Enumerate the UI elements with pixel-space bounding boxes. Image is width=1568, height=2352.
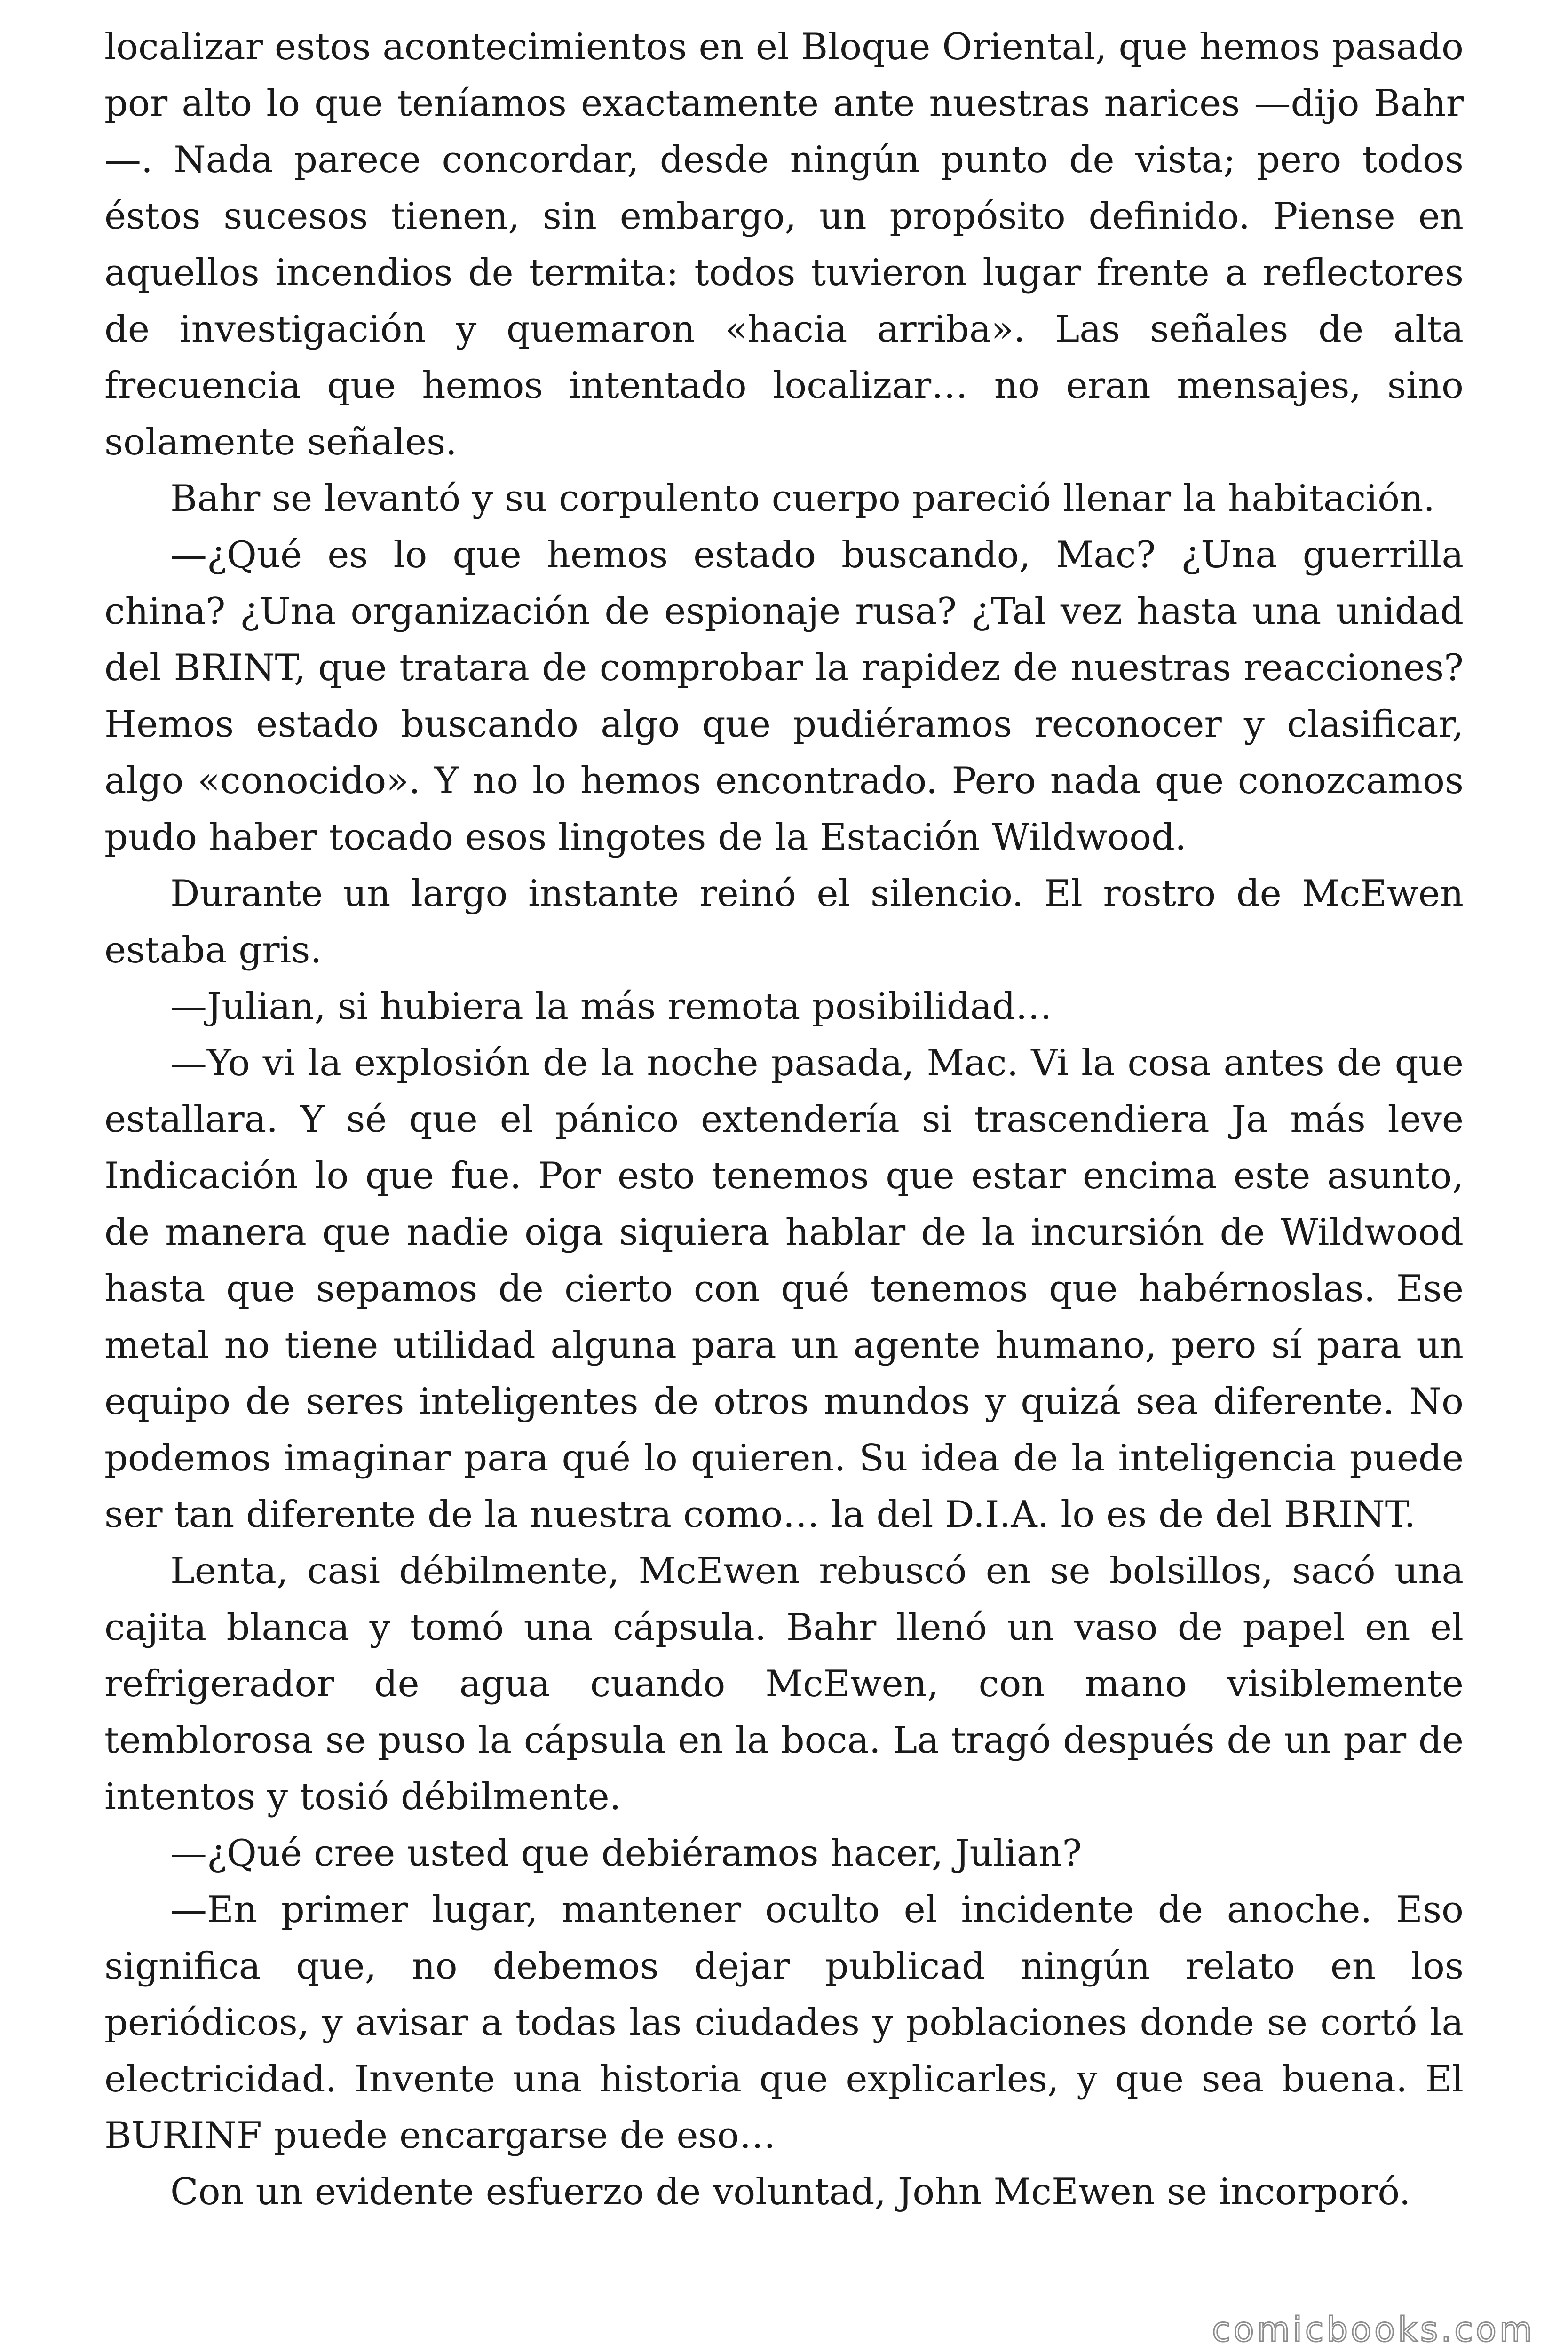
paragraph-10: Con un evidente esfuerzo de voluntad, John McEwen se incorporó.: [170, 2171, 1411, 2213]
paragraph-6: —Yo vi la explosión de la noche pasada, Mac. Vi la cosa antes de que estallara. Y sé que el pánico extendería si trascendiera Ja más leve Indicación lo que fue. Por esto tenemos que estar encima este asunto, de manera que nadie oiga siquiera hablar de la incursión de Wildwood hasta que sepamos de cierto con qué tenemos que habérnoslas. Ese metal no tiene utilidad alguna para un agente humano, pero sí para un equipo de seres inteligentes de otros mundos y quizá sea diferente. No podemos imaginar para qué lo quieren. Su idea de la inteligencia puede ser tan diferente de la nuestra como… la del D.I.A. lo es de del BRINT.: [104, 1042, 1464, 1536]
paragraph-9: —En primer lugar, mantener oculto el incidente de anoche. Eso significa que, no debemos dejar publicad ningún relato en los periódicos, y avisar a todas las ciudades y poblaciones donde se cortó la electricidad. Invente una historia que explicarles, y que sea buena. El BURINF puede encargarse de eso…: [104, 1889, 1464, 2157]
paragraph-1: localizar estos acontecimientos en el Bloque Oriental, que hemos pasado por alto lo que teníamos exactamente ante nuestras narices —dijo Bahr—. Nada parece concordar, desde ningún punto de vista; pero todos éstos sucesos tienen, sin embargo, un propósito definido. Piense en aquellos incendios de termita: todos tuvieron lugar frente a reflectores de investigación y quemaron «hacia arriba». Las señales de alta frecuencia que hemos intentado localizar… no eran mensajes, sino solamente señales.: [104, 26, 1464, 463]
paragraph-4: Durante un largo instante reinó el silencio. El rostro de McEwen estaba gris.: [104, 873, 1464, 971]
paragraph-8: —¿Qué cree usted que debiéramos hacer, Julian?: [170, 1832, 1082, 1875]
body-text: [104, 19, 1464, 2220]
paragraph-3: —¿Qué es lo que hemos estado buscando, Mac? ¿Una guerrilla china? ¿Una organización de espionaje rusa? ¿Tal vez hasta una unidad del BRINT, que tratara de comprobar la rapidez de nuestras reacciones? Hemos estado buscando algo que pudiéramos reconocer y clasificar, algo «conocido». Y no lo hemos encontrado. Pero nada que conozcamos pudo haber tocado esos lingotes de la Estación Wildwood.: [104, 534, 1464, 858]
paragraph-7: Lenta, casi débilmente, McEwen rebuscó en se bolsillos, sacó una cajita blanca y tomó una cápsula. Bahr llenó un vaso de papel en el refrigerador de agua cuando McEwen, con mano visiblemente temblorosa se puso la cápsula en la boca. La tragó después de un par de intentos y tosió débilmente.: [104, 1550, 1464, 1818]
paragraph-2: Bahr se levantó y su corpulento cuerpo pareció llenar la habitación.: [170, 477, 1435, 520]
watermark: comicbooks.com: [1207, 2310, 1540, 2349]
paragraph-5: —Julian, si hubiera la más remota posibilidad…: [170, 985, 1053, 1028]
